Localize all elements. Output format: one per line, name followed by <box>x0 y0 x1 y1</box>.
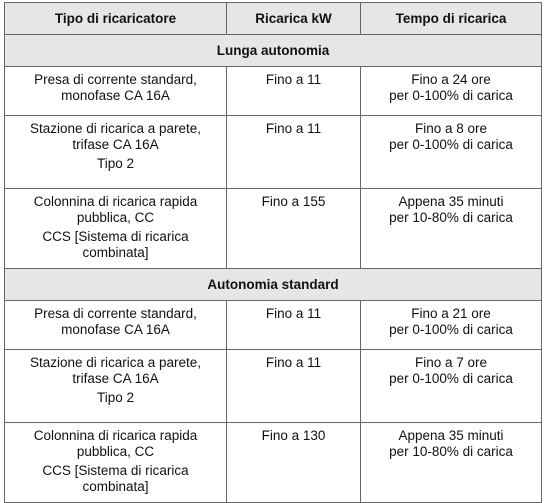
kw-text: Fino a 11 <box>265 355 322 370</box>
cell-tempo <box>361 350 542 423</box>
tipo-text: Presa di corrente standard, monofase CA 16A <box>34 72 197 103</box>
header-ricarica: Ricarica kW <box>227 3 361 35</box>
cell-tipo <box>5 350 227 423</box>
cell-tempo <box>361 301 542 350</box>
tipo-text: Presa di corrente standard, monofase CA 16A <box>34 306 197 337</box>
cell-kw <box>227 301 361 350</box>
tipo-text: Stazione di ricarica a parete, trifase CA 16A <box>29 355 202 386</box>
kw-text: Fino a 130 <box>261 428 326 443</box>
section-row-autonomia-standard <box>5 269 542 301</box>
cell-tipo <box>5 423 227 503</box>
kw-text: Fino a 11 <box>265 72 322 87</box>
table-row <box>5 116 542 189</box>
tempo-text: Appena 35 minuti per 10-80% di carica <box>389 194 513 225</box>
section-row-lunga-autonomia <box>5 35 542 67</box>
cell-tempo <box>361 116 542 189</box>
kw-text: Fino a 155 <box>261 194 326 209</box>
header-tempo: Tempo di ricarica <box>361 3 542 35</box>
cell-tipo <box>5 116 227 189</box>
tempo-text: Fino a 7 ore per 0-100% di carica <box>389 355 513 386</box>
header-tipo: Tipo di ricaricatore <box>5 3 227 35</box>
tempo-text: Appena 35 minuti per 10-80% di carica <box>389 428 513 459</box>
tempo-text: Fino a 21 ore per 0-100% di carica <box>389 306 513 337</box>
tipo-text: Colonnina di ricarica rapida pubblica, CC <box>33 194 198 225</box>
table-row <box>5 189 542 269</box>
table-row <box>5 350 542 423</box>
table-row <box>5 67 542 116</box>
cell-tipo <box>5 67 227 116</box>
tipo-connector-text: Tipo 2 <box>96 390 135 405</box>
tipo-text: Stazione di ricarica a parete, trifase CA 16A <box>29 121 202 152</box>
section-title: Autonomia standard <box>5 269 542 301</box>
kw-text: Fino a 11 <box>265 121 322 136</box>
table-row <box>5 301 542 350</box>
cell-tempo <box>361 189 542 269</box>
cell-tempo <box>361 423 542 503</box>
cell-tipo <box>5 189 227 269</box>
tipo-connector-text: Tipo 2 <box>96 156 135 171</box>
cell-tempo <box>361 67 542 116</box>
cell-kw <box>227 189 361 269</box>
charging-table <box>4 2 542 503</box>
cell-kw <box>227 116 361 189</box>
tempo-text: Fino a 24 ore per 0-100% di carica <box>389 72 513 103</box>
tempo-text: Fino a 8 ore per 0-100% di carica <box>389 121 513 152</box>
cell-kw <box>227 350 361 423</box>
table-header-row <box>5 3 542 35</box>
cell-kw <box>227 67 361 116</box>
tipo-connector-text: CCS [Sistema di ricarica combinata] <box>42 229 189 260</box>
cell-kw <box>227 423 361 503</box>
kw-text: Fino a 11 <box>265 306 322 321</box>
tipo-text: Colonnina di ricarica rapida pubblica, CC <box>33 428 198 459</box>
table-row <box>5 423 542 503</box>
section-title: Lunga autonomia <box>5 35 542 67</box>
tipo-connector-text: CCS [Sistema di ricarica combinata] <box>42 463 189 494</box>
cell-tipo <box>5 301 227 350</box>
